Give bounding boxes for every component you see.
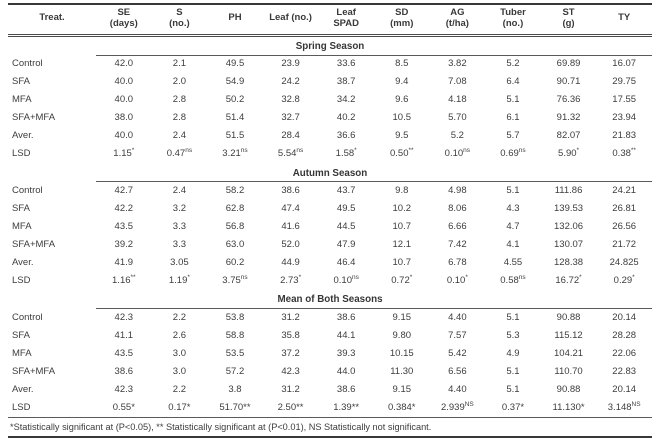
value-cell: 47.9 xyxy=(336,239,356,251)
value-cell: 44.5 xyxy=(336,221,356,233)
table-row xyxy=(8,218,652,236)
value-cell: 36.6 xyxy=(336,130,356,142)
value-cell: 76.36 xyxy=(556,94,581,106)
value-cell: $5.54^{ns}$ xyxy=(277,147,304,160)
value-cell: 24.2 xyxy=(281,76,300,88)
value-cell: 7.57 xyxy=(448,329,467,341)
significance-superscript: * xyxy=(354,147,357,155)
season-title: Spring Season xyxy=(295,40,365,52)
treat-cell: SFA xyxy=(12,329,30,341)
table-row xyxy=(8,272,652,290)
value-cell: 2.2 xyxy=(172,383,186,395)
value-cell: 46.4 xyxy=(336,257,356,269)
value-cell: 90.88 xyxy=(556,311,581,323)
value-cell: 5.70 xyxy=(448,112,467,124)
value-cell: 24.21 xyxy=(612,185,637,197)
value-cell: 9.6 xyxy=(395,94,409,106)
significance-superscript: * xyxy=(576,147,580,155)
header-row xyxy=(8,4,652,35)
value-cell: 5.2 xyxy=(450,130,464,142)
significance-superscript: NS xyxy=(464,400,474,408)
value-cell: 3.3 xyxy=(172,239,186,251)
value-cell: 139.53 xyxy=(554,203,584,215)
value-cell: 38.6 xyxy=(281,185,300,197)
value-cell: $0.69^{ns}$ xyxy=(500,147,526,160)
value-cell: 38.6 xyxy=(114,365,134,377)
significance-superscript: * xyxy=(131,147,135,155)
value-cell: 58.2 xyxy=(225,185,245,197)
treat-cell: LSD xyxy=(12,275,31,287)
value-cell: 21.83 xyxy=(612,130,637,142)
value-cell: 28.28 xyxy=(612,329,637,341)
value-cell: 34.2 xyxy=(336,94,356,106)
value-cell: 0.38** xyxy=(612,147,636,160)
value-cell: $0.10^{ns}$ xyxy=(333,274,359,287)
value-cell: 5.1 xyxy=(506,185,520,197)
value-cell: 4.98 xyxy=(448,185,467,197)
value-cell: 104.21 xyxy=(554,347,584,359)
value-cell: 54.9 xyxy=(225,76,245,88)
treat-cell: Aver. xyxy=(12,257,34,269)
value-cell: 57.2 xyxy=(225,365,245,377)
value-cell: 5.42 xyxy=(448,347,467,359)
value-cell: 2.50** xyxy=(277,401,304,413)
value-cell: 52.0 xyxy=(281,239,300,251)
value-cell: 5.1 xyxy=(506,94,520,106)
value-cell: 31.2 xyxy=(281,383,300,395)
value-cell: 17.55 xyxy=(612,94,637,106)
value-cell: 4.1 xyxy=(506,239,520,251)
significance-superscript: NS xyxy=(631,400,641,408)
col-header-s: S (no.) xyxy=(152,4,208,35)
value-cell: 42.0 xyxy=(114,58,134,70)
value-cell: 4.18 xyxy=(448,94,467,106)
value-cell: 44.0 xyxy=(336,365,356,377)
value-cell: 51.4 xyxy=(225,112,245,124)
value-cell: 6.66 xyxy=(448,221,467,233)
significance-superscript: ns xyxy=(463,147,471,155)
value-cell: 42.3 xyxy=(114,383,134,395)
value-cell: 2.8 xyxy=(172,112,186,124)
value-cell: 49.5 xyxy=(336,203,356,215)
treat-cell: MFA xyxy=(12,94,32,106)
value-cell: 43.5 xyxy=(114,347,134,359)
value-cell: 62.8 xyxy=(225,203,245,215)
season-title: Autumn Season xyxy=(292,167,368,179)
value-cell: 2.1 xyxy=(172,58,186,70)
value-cell: 2.0 xyxy=(172,76,186,88)
value-cell: 1.16** xyxy=(112,274,136,287)
value-cell: 23.94 xyxy=(612,112,637,124)
value-cell: 49.5 xyxy=(225,58,245,70)
value-cell: 22.83 xyxy=(612,365,637,377)
value-cell: 5.7 xyxy=(506,130,520,142)
season-title-row xyxy=(8,164,652,182)
value-cell: 91.32 xyxy=(556,112,581,124)
value-cell: 39.3 xyxy=(336,347,356,359)
table-row xyxy=(8,363,652,381)
value-cell: 22.06 xyxy=(612,347,637,359)
value-cell: 42.2 xyxy=(114,203,134,215)
col-header-leaf-no: Leaf (no.) xyxy=(263,4,319,35)
value-cell: 128.38 xyxy=(554,257,584,269)
value-cell: 51.5 xyxy=(225,130,245,142)
treat-cell: Aver. xyxy=(12,130,34,142)
value-cell: 35.8 xyxy=(281,329,300,341)
value-cell: 43.5 xyxy=(114,221,134,233)
table-row xyxy=(8,345,652,363)
treat-cell: MFA xyxy=(12,347,32,359)
value-cell: 42.3 xyxy=(114,311,134,323)
value-cell: 5.1 xyxy=(506,383,520,395)
table-row xyxy=(8,254,652,272)
value-cell: 20.14 xyxy=(612,311,637,323)
value-cell: 16.07 xyxy=(612,58,637,70)
treat-cell: Aver. xyxy=(12,383,34,395)
value-cell: 130.07 xyxy=(554,239,584,251)
value-cell: 1.58* xyxy=(335,147,357,160)
value-cell: 0.55* xyxy=(112,401,135,413)
value-cell: $0.10^{ns}$ xyxy=(444,147,471,160)
value-cell: 3.2 xyxy=(172,203,186,215)
value-cell: 40.0 xyxy=(114,76,134,88)
value-cell: 5.1 xyxy=(506,365,520,377)
value-cell: 38.7 xyxy=(336,76,356,88)
value-cell: 10.15 xyxy=(389,347,414,359)
value-cell: 10.7 xyxy=(392,257,412,269)
value-cell: 39.2 xyxy=(114,239,134,251)
table-row xyxy=(8,200,652,218)
value-cell: 111.86 xyxy=(554,185,583,197)
value-cell: 3.3 xyxy=(172,221,186,233)
value-cell: 1.15* xyxy=(113,147,135,160)
value-cell: 3.0 xyxy=(172,347,186,359)
significance-superscript: * xyxy=(465,274,468,281)
value-cell: 3.82 xyxy=(448,58,467,70)
value-cell: 37.2 xyxy=(281,347,300,359)
table-row xyxy=(8,55,652,74)
value-cell: 7.08 xyxy=(448,76,467,88)
treat-cell: Control xyxy=(12,184,43,196)
value-cell: 28.4 xyxy=(281,130,300,142)
significance-superscript: ** xyxy=(630,147,636,155)
value-cell: 24.825 xyxy=(609,257,639,269)
value-cell: 38.6 xyxy=(336,383,356,395)
col-header-tuber: Tuber (no.) xyxy=(485,4,541,35)
value-cell: 4.9 xyxy=(506,347,520,359)
value-cell: 43.7 xyxy=(336,185,356,197)
value-cell: 38.6 xyxy=(336,311,356,323)
value-cell: 26.81 xyxy=(612,203,637,215)
value-cell: 10.7 xyxy=(392,221,412,233)
value-cell: 47.4 xyxy=(281,203,300,215)
table-body xyxy=(8,35,652,417)
significance-superscript: * xyxy=(409,274,413,281)
season-title-row xyxy=(8,290,652,308)
table-row xyxy=(8,309,652,328)
value-cell: 9.80 xyxy=(392,329,412,341)
value-cell: 5.2 xyxy=(506,58,520,70)
treat-cell: SFA+MFA xyxy=(12,112,56,124)
significance-superscript: ns xyxy=(351,274,359,281)
value-cell: 23.9 xyxy=(281,58,300,70)
value-cell: $0.58^{ns}$ xyxy=(500,274,526,287)
significance-superscript: ns xyxy=(240,147,248,155)
value-cell: 32.8 xyxy=(281,94,300,106)
value-cell: 9.15 xyxy=(392,311,412,323)
value-cell: 44.9 xyxy=(281,257,300,269)
value-cell: 63.0 xyxy=(225,239,245,251)
value-cell: 56.8 xyxy=(225,221,245,233)
col-header-se: SE (days) xyxy=(96,4,152,35)
value-cell: 1.39** xyxy=(333,401,360,413)
col-header-ag: AG (t/ha) xyxy=(430,4,486,35)
value-cell: 110.70 xyxy=(554,365,583,377)
value-cell: 10.5 xyxy=(392,112,412,124)
value-cell: 90.88 xyxy=(556,383,581,395)
value-cell: 53.5 xyxy=(225,347,245,359)
results-table xyxy=(8,3,652,417)
value-cell: 9.8 xyxy=(395,185,409,197)
value-cell: 60.2 xyxy=(225,257,245,269)
value-cell: 8.06 xyxy=(448,203,467,215)
table-row xyxy=(8,182,652,201)
value-cell: 4.55 xyxy=(503,257,523,269)
significance-superscript: * xyxy=(187,274,190,281)
value-cell: 42.7 xyxy=(114,185,134,197)
treat-cell: SFA+MFA xyxy=(12,239,56,251)
value-cell: 2.4 xyxy=(172,130,186,142)
value-cell: $3.148^{NS}$ xyxy=(607,400,641,413)
value-cell: 9.15 xyxy=(392,383,412,395)
table-row xyxy=(8,110,652,128)
value-cell: 90.71 xyxy=(556,76,581,88)
value-cell: 69.89 xyxy=(556,58,581,70)
value-cell: 6.1 xyxy=(506,112,520,124)
value-cell: 0.29* xyxy=(613,274,635,287)
season-title: Mean of Both Seasons xyxy=(277,294,383,306)
significance-superscript: ** xyxy=(408,147,414,155)
table-row xyxy=(8,146,652,164)
value-cell: 26.56 xyxy=(612,221,637,233)
treat-cell: Control xyxy=(12,58,43,70)
value-cell: $3.75^{ns}$ xyxy=(222,274,248,287)
value-cell: 11.130* xyxy=(552,401,585,413)
value-cell: 4.40 xyxy=(448,311,467,323)
significance-superscript: ns xyxy=(185,147,193,155)
value-cell: 2.2 xyxy=(172,311,186,323)
col-header-treat: Treat. xyxy=(8,4,96,35)
value-cell: 2.8 xyxy=(172,94,186,106)
significance-superscript: ns xyxy=(518,147,526,155)
value-cell: 9.5 xyxy=(395,130,409,142)
value-cell: 115.12 xyxy=(554,329,583,341)
treat-cell: SFA+MFA xyxy=(12,365,56,377)
value-cell: 21.72 xyxy=(612,239,637,251)
table-row xyxy=(8,74,652,92)
significance-superscript: * xyxy=(298,274,302,281)
value-cell: $0.47^{ns}$ xyxy=(166,147,193,160)
value-cell: 7.42 xyxy=(448,239,467,251)
table-row xyxy=(8,128,652,146)
value-cell: 41.9 xyxy=(114,257,134,269)
value-cell: 4.7 xyxy=(506,221,520,233)
value-cell: 20.14 xyxy=(612,383,637,395)
value-cell: 40.0 xyxy=(114,130,134,142)
treat-cell: LSD xyxy=(12,401,31,413)
value-cell: 6.56 xyxy=(448,365,467,377)
treat-cell: LSD xyxy=(12,148,31,160)
col-header-st: ST (g) xyxy=(541,4,597,35)
value-cell: 4.40 xyxy=(448,383,467,395)
treat-cell: SFA xyxy=(12,76,30,88)
value-cell: 132.06 xyxy=(554,221,584,233)
significance-superscript: ns xyxy=(240,274,248,281)
col-header-ph: PH xyxy=(207,4,263,35)
table-row xyxy=(8,327,652,345)
value-cell: 5.3 xyxy=(506,329,520,341)
value-cell: 42.3 xyxy=(281,365,300,377)
treat-cell: MFA xyxy=(12,221,32,233)
value-cell: 11.30 xyxy=(390,365,414,377)
value-cell: 6.78 xyxy=(448,257,467,269)
value-cell: 5.90* xyxy=(558,147,580,160)
significance-superscript: * xyxy=(579,274,582,281)
value-cell: 29.75 xyxy=(612,76,637,88)
value-cell: $2.939^{NS}$ xyxy=(440,400,474,413)
value-cell: 9.4 xyxy=(395,76,409,88)
col-header-ty: TY xyxy=(596,4,652,35)
value-cell: 16.72* xyxy=(555,274,582,287)
value-cell: 53.8 xyxy=(225,311,245,323)
value-cell: 33.6 xyxy=(336,58,356,70)
table-row xyxy=(8,236,652,254)
value-cell: 40.2 xyxy=(336,112,356,124)
value-cell: 0.384* xyxy=(388,401,416,413)
treat-cell: Control xyxy=(12,311,43,323)
value-cell: 1.19* xyxy=(168,274,190,287)
value-cell: 8.5 xyxy=(395,58,409,70)
value-cell: 44.1 xyxy=(336,329,356,341)
value-cell: 3.8 xyxy=(228,383,242,395)
table-footnote: *Statistically significant at (P<0.05), ** Statistically significant at (P<0.01), NS Statistically not significant. xyxy=(8,417,652,438)
value-cell: 2.6 xyxy=(172,329,186,341)
value-cell: 40.0 xyxy=(114,94,134,106)
value-cell: 0.37* xyxy=(501,401,525,413)
value-cell: 0.10* xyxy=(446,274,468,287)
table-row xyxy=(8,399,652,417)
significance-superscript: * xyxy=(632,274,635,281)
value-cell: 0.17* xyxy=(168,401,191,413)
value-cell: 3.05 xyxy=(170,257,189,269)
significance-superscript: ns xyxy=(518,274,526,281)
value-cell: 5.1 xyxy=(506,311,520,323)
treat-cell: SFA xyxy=(12,203,30,215)
significance-superscript: ns xyxy=(296,147,304,155)
value-cell: 4.3 xyxy=(506,203,520,215)
value-cell: 41.6 xyxy=(281,221,300,233)
value-cell: 32.7 xyxy=(281,112,300,124)
value-cell: 31.2 xyxy=(281,311,300,323)
value-cell: 0.50** xyxy=(389,147,414,160)
value-cell: 82.07 xyxy=(556,130,581,142)
value-cell: 12.1 xyxy=(392,239,412,251)
value-cell: 6.4 xyxy=(506,76,520,88)
col-header-leaf-spad: Leaf SPAD xyxy=(318,4,374,35)
value-cell: 2.4 xyxy=(172,185,186,197)
table-header xyxy=(8,4,652,35)
value-cell: 10.2 xyxy=(392,203,412,215)
season-title-row xyxy=(8,35,652,54)
value-cell: 58.8 xyxy=(225,329,245,341)
table-row xyxy=(8,381,652,399)
col-header-sd: SD (mm) xyxy=(374,4,430,35)
value-cell: 38.0 xyxy=(114,112,134,124)
value-cell: 50.2 xyxy=(225,94,245,106)
value-cell: 51.70** xyxy=(219,401,251,413)
value-cell: 0.72* xyxy=(391,274,413,287)
value-cell: 3.0 xyxy=(172,365,186,377)
table-row xyxy=(8,92,652,110)
value-cell: 41.1 xyxy=(114,329,134,341)
value-cell: 2.73* xyxy=(280,274,302,287)
value-cell: $3.21^{ns}$ xyxy=(222,147,248,160)
significance-superscript: ** xyxy=(130,274,136,281)
